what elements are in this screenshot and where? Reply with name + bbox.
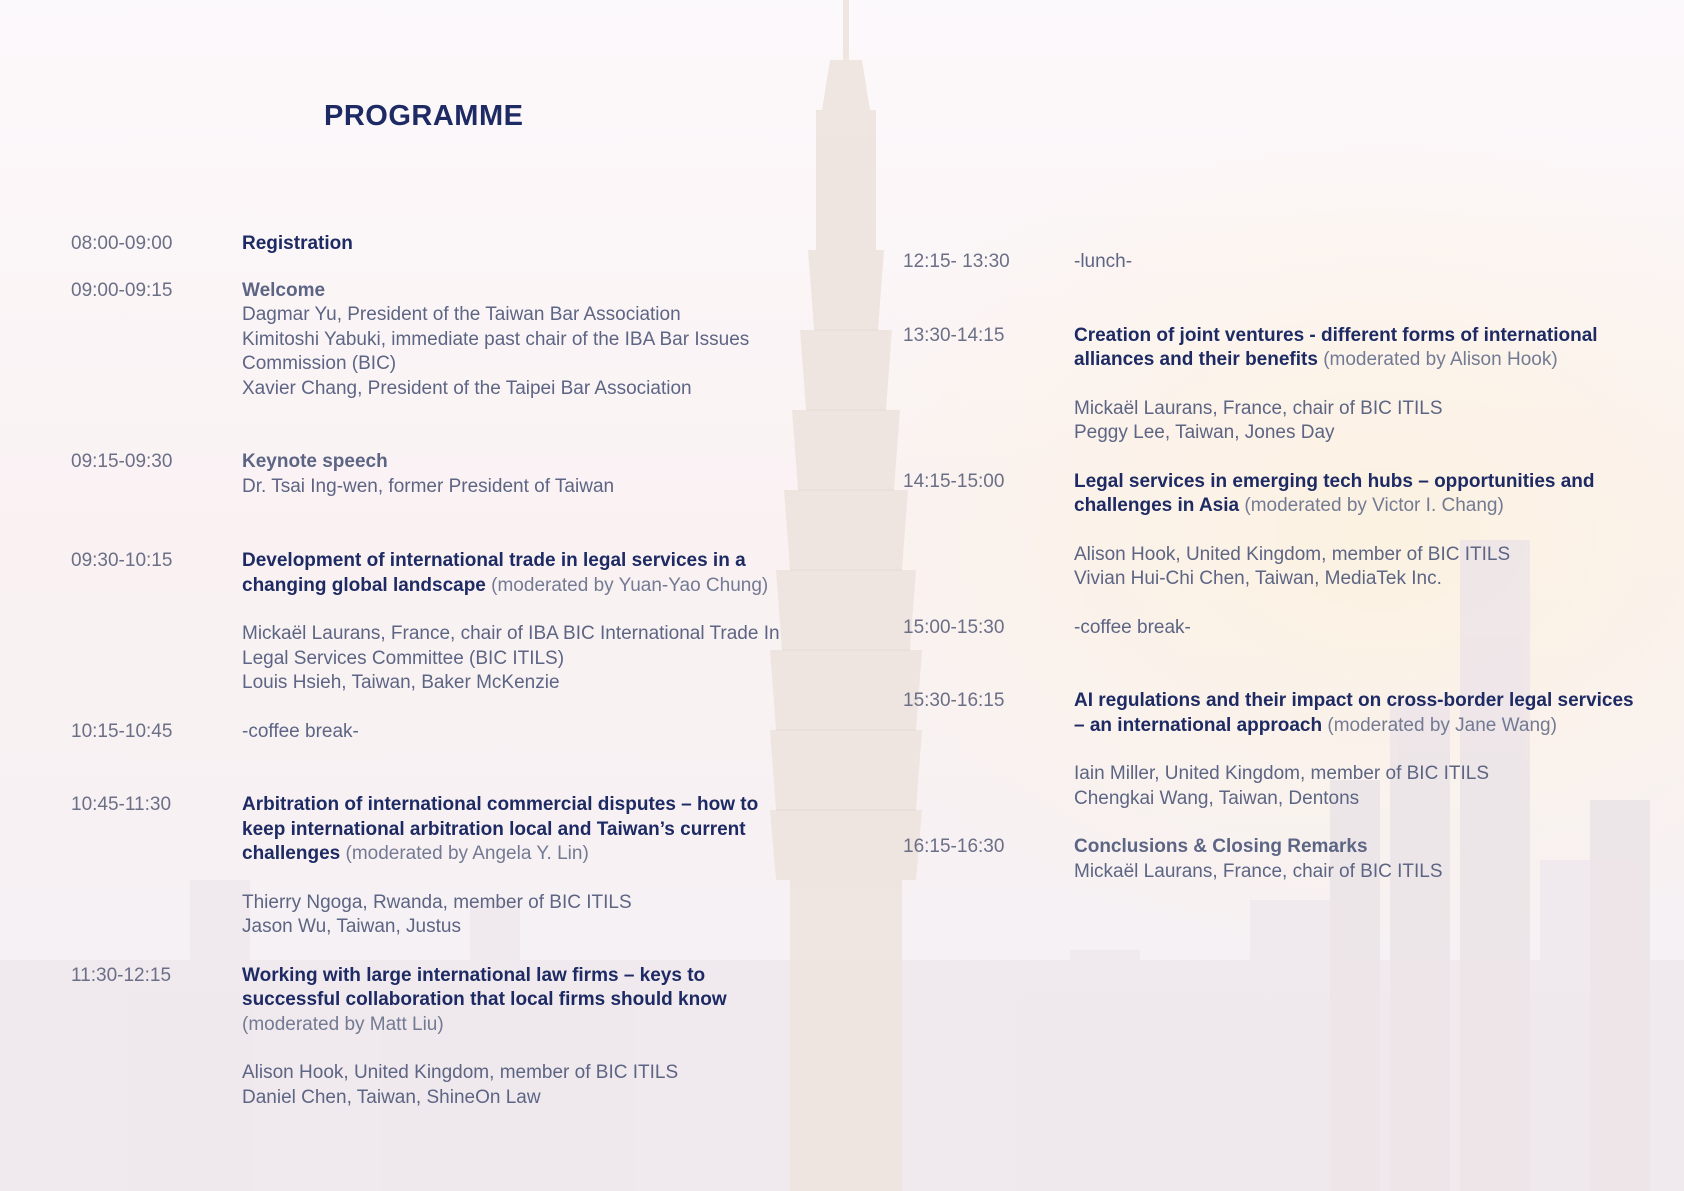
session-time: 15:00-15:30 xyxy=(903,616,1005,638)
speaker-line: Dr. Tsai Ing-wen, former President of Taiwan xyxy=(242,475,615,497)
schedule-right-column xyxy=(903,250,1643,884)
session-welcome xyxy=(71,279,791,402)
session-ai-regulations xyxy=(903,689,1643,811)
session-time: 16:15-16:30 xyxy=(903,836,1005,857)
session-moderator: (moderated by Yuan-Yao Chung) xyxy=(491,574,769,596)
page-title: PROGRAMME xyxy=(324,100,524,132)
session-moderator: (moderated by Angela Y. Lin) xyxy=(345,843,589,864)
session-moderator: (moderated by Victor I. Chang) xyxy=(1244,495,1504,516)
session-joint-ventures xyxy=(903,324,1643,446)
session-closing-remarks xyxy=(903,835,1643,884)
session-break-label: -lunch- xyxy=(1074,251,1133,272)
session-heading: Conclusions & Closing Remarks xyxy=(1074,836,1368,857)
speaker-line: Louis Hsieh, Taiwan, Baker McKenzie xyxy=(242,672,560,693)
speaker-line: Mickaël Laurans, France, chair of BIC ITILS xyxy=(1074,397,1443,419)
speaker-line: Jason Wu, Taiwan, Justus xyxy=(242,916,461,937)
session-coffee-break xyxy=(71,720,791,745)
speaker-line: Alison Hook, United Kingdom, member of BIC ITILS xyxy=(1074,543,1511,565)
session-registration xyxy=(71,232,791,257)
session-time: 09:15-09:30 xyxy=(71,451,173,472)
speaker-line: Chengkai Wang, Taiwan, Dentons xyxy=(1074,787,1360,809)
session-break-label: -coffee break- xyxy=(242,720,359,742)
speaker-line: Daniel Chen, Taiwan, ShineOn Law xyxy=(242,1086,541,1108)
session-time: 08:00-09:00 xyxy=(71,233,173,254)
speaker-line: Mickaël Laurans, France, chair of BIC ITILS xyxy=(1074,860,1443,882)
speaker-line: Vivian Hui-Chi Chen, Taiwan, MediaTek Inc. xyxy=(1074,568,1442,589)
session-law-firms xyxy=(71,964,791,1111)
session-heading: Creation of joint ventures - different forms of international alliances and their benefits xyxy=(1074,324,1598,370)
speaker-line: Peggy Lee, Taiwan, Jones Day xyxy=(1074,422,1335,443)
session-heading: Keynote speech xyxy=(242,451,388,472)
session-time: 14:15-15:00 xyxy=(903,470,1005,492)
speaker-line: Kimitoshi Yabuki, immediate past chair of the IBA Bar Issues Commission (BIC) xyxy=(242,328,750,374)
speaker-line: Alison Hook, United Kingdom, member of BIC ITILS xyxy=(242,1062,679,1083)
session-heading: Legal services in emerging tech hubs – opportunities and challenges in Asia xyxy=(1074,470,1595,516)
session-moderator: (moderated by Alison Hook) xyxy=(1323,349,1558,370)
session-time: 09:30-10:15 xyxy=(71,550,173,571)
speaker-line: Mickaël Laurans, France, chair of IBA BIC International Trade In Legal Services Committee (BIC ITILS) xyxy=(242,623,780,669)
session-keynote xyxy=(71,450,791,499)
session-time: 10:45-11:30 xyxy=(71,794,172,815)
speaker-line: Iain Miller, United Kingdom, member of BIC ITILS xyxy=(1074,763,1489,784)
session-moderator: (moderated by Matt Liu) xyxy=(242,1013,444,1035)
session-time: 15:30-16:15 xyxy=(903,690,1005,711)
session-coffee-break xyxy=(903,616,1643,641)
session-heading: Working with large international law firms – keys to successful collaboration that local firms should know xyxy=(242,964,727,1010)
session-lunch xyxy=(903,250,1643,275)
session-time: 09:00-09:15 xyxy=(71,279,173,301)
session-time: 10:15-10:45 xyxy=(71,720,173,742)
session-break-label: -coffee break- xyxy=(1074,616,1191,638)
session-time: 11:30-12:15 xyxy=(71,964,172,986)
speaker-line: Thierry Ngoga, Rwanda, member of BIC ITILS xyxy=(242,891,632,913)
session-heading: Welcome xyxy=(242,279,326,301)
session-time: 12:15- 13:30 xyxy=(903,251,1010,272)
speaker-line: Dagmar Yu, President of the Taiwan Bar Association xyxy=(242,304,681,325)
session-heading: Development of international trade in legal services in a changing global landscape xyxy=(242,550,746,596)
session-heading: Arbitration of international commercial disputes – how to keep international arbitration local and Taiwan’s current challenges xyxy=(242,794,759,864)
session-tech-hubs xyxy=(903,470,1643,592)
speaker-line: Xavier Chang, President of the Taipei Bar Association xyxy=(242,377,692,399)
session-trade-legal-services xyxy=(71,549,791,696)
session-time: 13:30-14:15 xyxy=(903,324,1005,346)
session-moderator: (moderated by Jane Wang) xyxy=(1327,714,1557,736)
session-arbitration xyxy=(71,793,791,940)
session-heading: Registration xyxy=(242,233,353,254)
schedule-left-column xyxy=(71,232,791,1110)
session-heading: AI regulations and their impact on cross-border legal services – an international approach xyxy=(1074,690,1634,736)
